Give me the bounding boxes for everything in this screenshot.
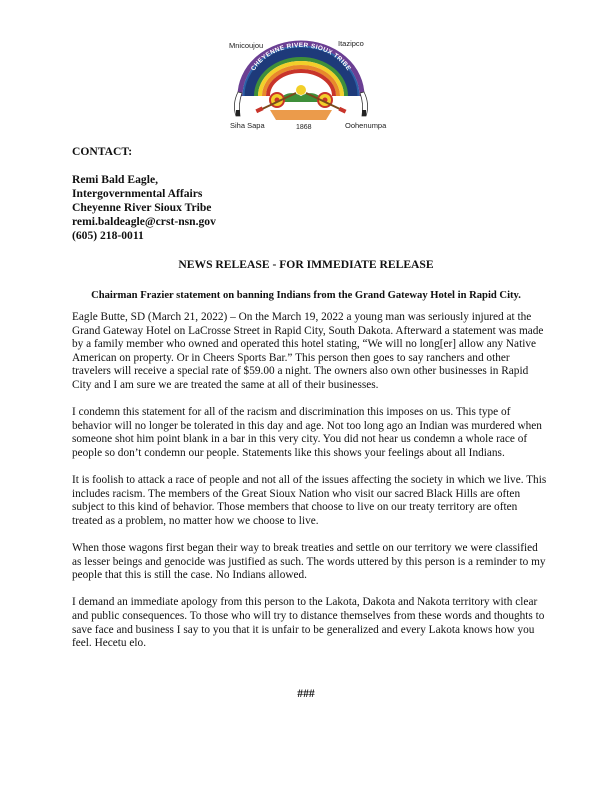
seal-year: 1868 bbox=[296, 124, 312, 131]
body-text bbox=[72, 311, 548, 664]
contact-heading: CONTACT: bbox=[72, 145, 133, 158]
band-label-oohenumpa: Oohenumpa bbox=[345, 121, 387, 130]
band-label-mnicoujou: Mnicoujou bbox=[229, 41, 264, 50]
contact-organization: Cheyenne River Sioux Tribe bbox=[72, 201, 212, 214]
paragraph: When those wagons first began their way to break treaties and settle on our territory we were classified as lesser beings and genocide was justified as such. The words uttered by this person is a reminder to my people that this is still the case. No Indians allowed. bbox=[72, 542, 546, 582]
contact-block bbox=[72, 145, 216, 243]
end-mark: ### bbox=[297, 687, 315, 700]
headline: Chairman Frazier statement on banning Indians from the Grand Gateway Hotel in Rapid City. bbox=[91, 290, 521, 301]
paragraph: I condemn this statement for all of the racism and discrimination this imposes on us. This type of behavior will no longer be tolerated in this day and age. Not too long ago an Indian was murdered when someone shot him point blank in a bar in this very city. You did not hear us condemn a whole race of people so don’t condemn our people. Statements like this shows your feelings about all Indians. bbox=[72, 406, 542, 459]
contact-name: Remi Bald Eagle, bbox=[72, 173, 158, 186]
paragraph: It is foolish to attack a race of people and not all of the issues affecting the society in which we live. This includes racism. The members of the Great Sioux Nation who visit our sacred Black Hills are often subject to this kind of behavior. Those members that choose to live on our treaty territory are often treated as a problem, no matter how we choose to live. bbox=[72, 474, 547, 527]
paragraph: I demand an immediate apology from this person to the Lakota, Dakota and Nakota territory with clear and public consequences. To those who will try to distance themselves from these words and thoughts to save face and business I say to you that it is unfair to be generalized and every Lakota knows how you feel. Hecetu elo. bbox=[72, 596, 545, 650]
contact-phone: (605) 218-0011 bbox=[72, 229, 144, 242]
contact-title: Intergovernmental Affairs bbox=[72, 187, 203, 200]
release-heading: NEWS RELEASE - FOR IMMEDIATE RELEASE bbox=[178, 258, 434, 271]
paragraph: Eagle Butte, SD (March 21, 2022) – On the March 19, 2022 a young man was seriously injured at the Grand Gateway Hotel on LaCrosse Street in Rapid City, South Dakota. Afterward a statement was made by a family member who owned and operated this hotel stating, “We will no long[er] allow any Native American on property. Or in Cheers Sports Bar.” This person then goes to say ranchers and other travelers will receive a special rate of $59.00 a night. The owners also own other businesses in Rapid City and I am sure we are treated the same at all of their businesses. bbox=[72, 311, 544, 391]
band-label-siha-sapa: Siha Sapa bbox=[230, 121, 265, 130]
band-label-itazipco: Itazipco bbox=[338, 39, 364, 48]
seal-arc-text: CHEYENNE RIVER SIOUX TRIBE bbox=[249, 41, 353, 73]
contact-email[interactable]: remi.baldeagle@crst-nsn.gov bbox=[72, 215, 216, 228]
